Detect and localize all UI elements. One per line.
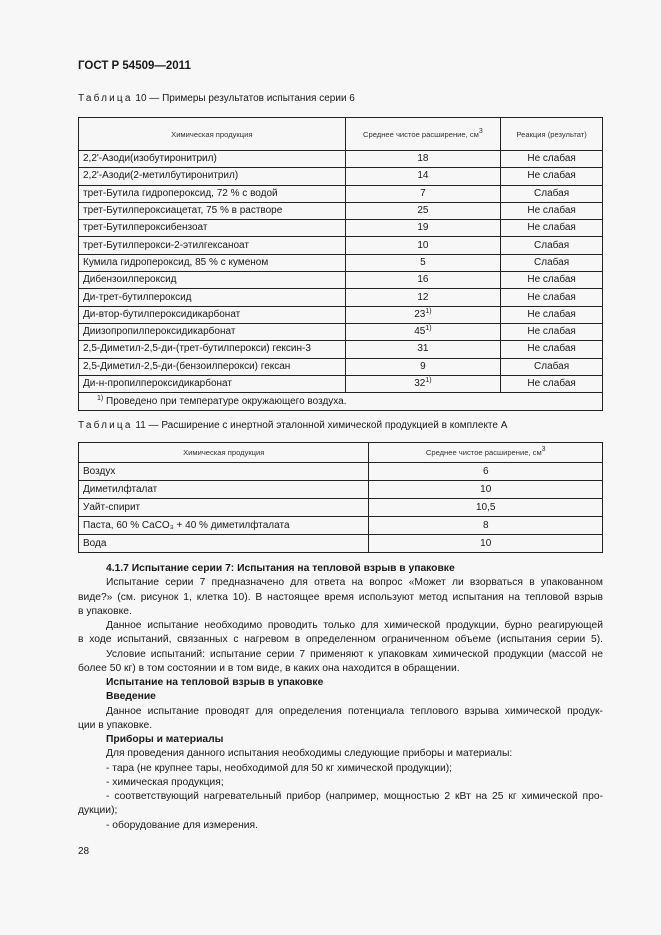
- header-sup: 3: [541, 446, 546, 453]
- column-header-expansion: [345, 118, 501, 151]
- product-name: трет-Бутилпероксибензоат: [79, 220, 346, 237]
- expansion-value: [345, 237, 501, 254]
- expansion-value: 10: [369, 535, 603, 553]
- expansion-value: [345, 168, 501, 185]
- product-name: 2,2'-Азоди(2-метилбутиронитрил): [79, 168, 346, 185]
- product-name: трет-Бутила гидропероксид, 72 % с водой: [79, 185, 346, 202]
- reaction-result: Не слабая: [501, 202, 603, 219]
- expansion-value: [345, 358, 501, 375]
- value-text: 18: [417, 153, 429, 165]
- reaction-result: Не слабая: [501, 375, 603, 392]
- text-line: в ходе испытаний, связанных с нагревом в определенном ограниченном объеме (испытания серии 5).: [78, 634, 603, 646]
- table-row: [79, 499, 603, 517]
- header-text: Среднее чистое расширение, см: [363, 129, 479, 139]
- reaction-result: Не слабая: [501, 289, 603, 306]
- expansion-value: [345, 151, 501, 168]
- text-line: - оборудование для измерения.: [106, 819, 258, 831]
- product-name: трет-Бутилпероксиацетат, 75 % в растворе: [79, 202, 346, 219]
- table-11: [78, 442, 603, 553]
- product-name: Ди-н-пропилпероксидикарбонат: [79, 375, 346, 392]
- text-line: - соответствующий нагревательный прибор (например, мощностью 2 кВт на 25 кг химической про-: [106, 791, 603, 802]
- caption-prefix: Таблица: [78, 93, 133, 104]
- value-text: 45: [414, 326, 426, 338]
- product-name: Паста, 60 % CaCO₃ + 40 % диметилфталата: [79, 517, 369, 535]
- column-header-expansion: [369, 443, 603, 463]
- product-name: Кумила гидропероксид, 85 % с куменом: [79, 254, 346, 271]
- value-text: 25: [417, 205, 429, 217]
- expansion-value: [345, 323, 501, 340]
- text-line: Данное испытание проводят для определения потенциала теплового взрыва химической продук-: [106, 705, 603, 717]
- table-row: [79, 323, 603, 340]
- header-text: Среднее чистое расширение, см: [425, 448, 542, 457]
- expansion-value: [345, 185, 501, 202]
- product-name: Ди-трет-бутилпероксид: [79, 289, 346, 306]
- product-name: Диметилфталат: [79, 481, 369, 499]
- text-line: в упаковке.: [78, 605, 132, 617]
- table-row: [79, 358, 603, 375]
- table-row: [79, 535, 603, 553]
- document-header: ГОСТ Р 54509—2011: [78, 60, 191, 72]
- expansion-value: 8: [369, 517, 603, 535]
- reaction-result: Слабая: [501, 254, 603, 271]
- table-10: [78, 117, 603, 411]
- table-row: [79, 289, 603, 306]
- table-row: [79, 220, 603, 237]
- reaction-result: Слабая: [501, 237, 603, 254]
- value-text: 23: [414, 308, 426, 320]
- expansion-value: [345, 306, 501, 323]
- table-row: [79, 481, 603, 499]
- text-line: более 50 кг) в том состоянии и в том виде, в каких она находится в обращении.: [78, 662, 460, 674]
- table-row: [79, 463, 603, 481]
- value-text: 14: [417, 170, 429, 182]
- text-line: дукции);: [78, 805, 118, 817]
- table-row: [79, 272, 603, 289]
- text-line: Испытание серии 7 предназначено для ответа на вопрос «Может ли взорваться в упакованном: [106, 577, 603, 589]
- product-name: Воздух: [79, 463, 369, 481]
- reaction-result: Не слабая: [501, 306, 603, 323]
- value-text: 32: [414, 378, 426, 389]
- column-header-product: Химическая продукция: [79, 443, 369, 463]
- product-name: Уайт-спирит: [79, 499, 369, 517]
- table-row: [79, 185, 603, 202]
- caption-text: 11 — Расширение с инертной эталонной химической продукцией в комплекте А: [132, 420, 508, 431]
- text-line: Условие испытаний: испытание серии 7 применяют к упаковкам химической продукции (массой не: [106, 648, 603, 660]
- text-line: Введение: [106, 691, 156, 703]
- value-text: 31: [417, 343, 429, 355]
- text-line: виде?» (см. рисунок 1, клетка 10). В настоящее время используют метод испытания на тепловой взрыв: [78, 591, 603, 603]
- table-row: [79, 151, 603, 168]
- value-text: 16: [417, 274, 429, 286]
- column-header-product: Химическая продукция: [79, 118, 346, 151]
- value-text: 19: [417, 222, 429, 234]
- text-line: Для проведения данного испытания необходимы следующие приборы и материалы:: [106, 748, 513, 760]
- table10-caption: [78, 93, 355, 104]
- text-line: Данное испытание необходимо проводить только для химической продукции, бурно реагирующей: [106, 620, 603, 631]
- product-name: 2,5-Диметил-2,5-ди-(трет-бутилперокси) гексин-3: [79, 341, 346, 358]
- product-name: трет-Бутилперокси-2-этилгексаноат: [79, 237, 346, 254]
- product-name: Диизопропилпероксидикарбонат: [79, 323, 346, 340]
- expansion-value: [345, 202, 501, 219]
- value-text: 7: [420, 187, 426, 199]
- text-line: - химическая продукция;: [106, 776, 224, 788]
- table-row: [79, 517, 603, 535]
- table-row: [79, 375, 603, 392]
- table-row: [79, 254, 603, 271]
- table-row: [79, 202, 603, 219]
- reaction-result: Не слабая: [501, 272, 603, 289]
- expansion-value: [345, 272, 501, 289]
- reaction-result: Слабая: [501, 185, 603, 202]
- product-name: 2,2'-Азоди(изобутиронитрил): [79, 151, 346, 168]
- expansion-value: [345, 341, 501, 358]
- table11-caption: [78, 420, 507, 431]
- product-name: Ди-втор-бутилпероксидикарбонат: [79, 306, 346, 323]
- value-text: 10: [417, 239, 429, 251]
- expansion-value: [345, 289, 501, 306]
- value-text: 12: [417, 291, 429, 303]
- reaction-result: Не слабая: [501, 168, 603, 185]
- table-row: [79, 168, 603, 185]
- footnote-text: Проведено при температуре окружающего воздуха.: [103, 395, 347, 407]
- reaction-result: Слабая: [501, 358, 603, 375]
- expansion-value: [345, 254, 501, 271]
- expansion-value: 6: [369, 463, 603, 481]
- text-line: 4.1.7 Испытание серии 7: Испытания на тепловой взрыв в упаковке: [106, 563, 455, 574]
- table-row: [79, 237, 603, 254]
- table10-footnote: [79, 393, 603, 411]
- footnote-ref: 1): [425, 377, 432, 384]
- product-name: 2,5-Диметил-2,5-ди-(бензоилперокси) гексан: [79, 358, 346, 375]
- section-4-1-7-body: [78, 562, 603, 833]
- reaction-result: Не слабая: [501, 151, 603, 168]
- expansion-value: [345, 375, 501, 392]
- reaction-result: Не слабая: [501, 341, 603, 358]
- header-sup: 3: [478, 127, 483, 135]
- footnote-ref: 1): [425, 325, 432, 333]
- text-line: ции в упаковке.: [78, 719, 153, 731]
- value-text: 9: [420, 360, 426, 372]
- footnote-mark: 1): [97, 394, 104, 402]
- table-row: [79, 306, 603, 323]
- caption-text: 10 — Примеры результатов испытания серии 6: [132, 93, 355, 104]
- text-line: Испытание на тепловой взрыв в упаковке: [106, 677, 324, 688]
- product-name: Дибензоилпероксид: [79, 272, 346, 289]
- text-line: Приборы и материалы: [106, 734, 224, 745]
- column-header-result: Реакция (результат): [501, 118, 603, 151]
- expansion-value: 10: [369, 481, 603, 499]
- value-text: 5: [420, 256, 426, 268]
- page-number: 28: [78, 846, 90, 857]
- table-row: [79, 341, 603, 358]
- reaction-result: Не слабая: [501, 323, 603, 340]
- reaction-result: Не слабая: [501, 220, 603, 237]
- expansion-value: 10,5: [369, 499, 603, 517]
- product-name: Вода: [79, 535, 369, 553]
- expansion-value: [345, 220, 501, 237]
- caption-prefix: Таблица: [78, 420, 133, 431]
- footnote-ref: 1): [425, 307, 432, 315]
- text-line: - тара (не крупнее тары, необходимой для 50 кг химической продукции);: [106, 762, 453, 774]
